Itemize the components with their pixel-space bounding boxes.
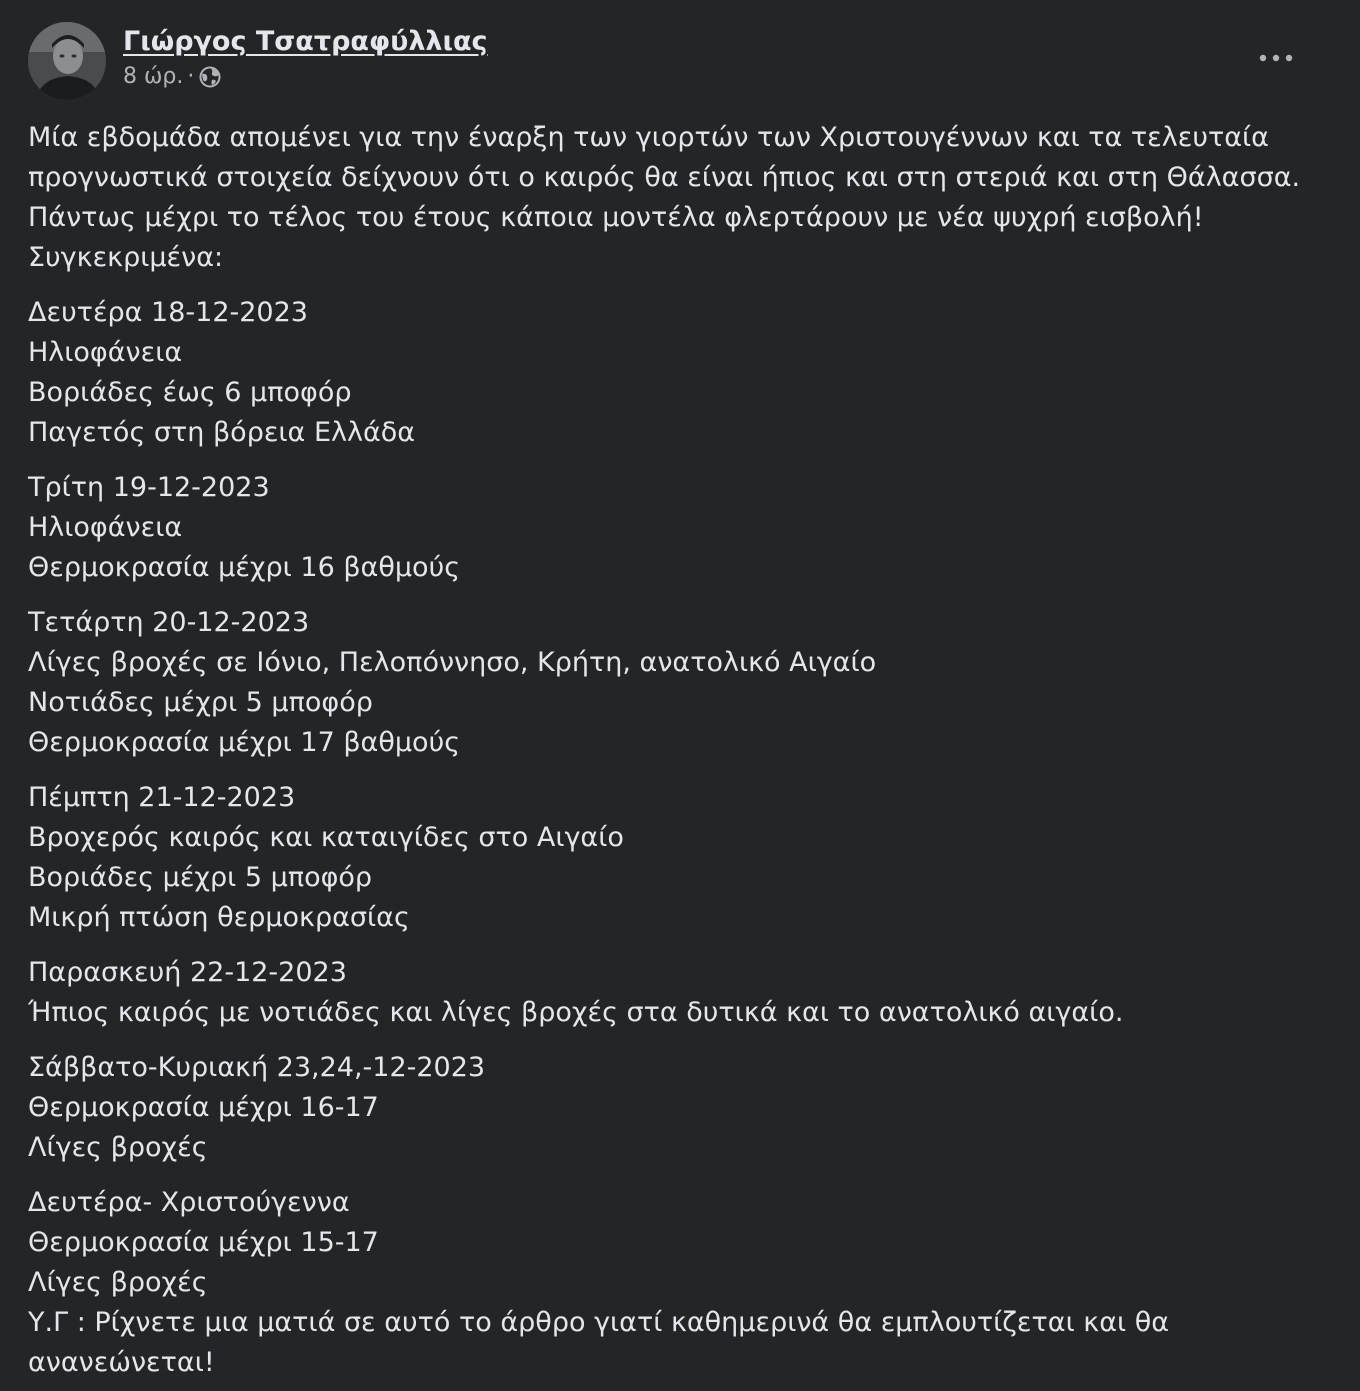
- forecast-day-wednesday: [28, 603, 1338, 763]
- intro-line: προγνωστικά στοιχεία δείχνουν ότι ο καιρός θα είναι ήπιος και στη στεριά και στη Θάλασσα.: [28, 162, 1301, 193]
- postscript-line: ανανεώνεται!: [28, 1347, 215, 1378]
- globe-icon[interactable]: [198, 65, 222, 89]
- intro-line: Πάντως μέχρι το τέλος του έτους κάποια μοντέλα φλερτάρουν με νέα ψυχρή εισβολή!: [28, 202, 1204, 233]
- forecast-day-title: Δευτέρα 18-12-2023: [28, 297, 308, 328]
- post-timestamp[interactable]: 8 ώρ.: [123, 64, 184, 89]
- forecast-line: Θερμοκρασία μέχρι 16-17: [28, 1092, 379, 1123]
- postscript-line: Υ.Γ : Ρίχνετε μια ματιά σε αυτό το άρθρο γιατί καθημερινά θα εμπλουτίζεται και θα: [28, 1307, 1170, 1338]
- forecast-line: Μικρή πτώση θερμοκρασίας: [28, 902, 410, 933]
- forecast-day-title: Τετάρτη 20-12-2023: [28, 607, 310, 638]
- forecast-day-title: Πέμπτη 21-12-2023: [28, 782, 296, 813]
- forecast-line: Βοριάδες έως 6 μποφόρ: [28, 377, 352, 408]
- forecast-line: Ηλιοφάνεια: [28, 512, 183, 543]
- forecast-day-title: Παρασκευή 22-12-2023: [28, 957, 347, 988]
- avatar-photo-icon: [28, 22, 106, 100]
- intro-line: Συγκεκριμένα:: [28, 242, 224, 273]
- author-avatar[interactable]: [28, 22, 106, 100]
- more-options-icon: [1258, 53, 1294, 63]
- post-body: [28, 118, 1338, 1383]
- more-options-button[interactable]: [1252, 40, 1300, 76]
- forecast-day-title: Σάββατο-Κυριακή 23,24,-12-2023: [28, 1052, 486, 1083]
- meta-separator: ·: [187, 64, 195, 89]
- forecast-line: Βροχερός καιρός και καταιγίδες στο Αιγαίο: [28, 822, 624, 853]
- forecast-line: Ηλιοφάνεια: [28, 337, 183, 368]
- forecast-day-title: Τρίτη 19-12-2023: [28, 472, 270, 503]
- forecast-day-weekend: [28, 1048, 1338, 1168]
- forecast-line: Λίγες βροχές σε Ιόνιο, Πελοπόννησο, Κρήτη, ανατολικό Αιγαίο: [28, 647, 877, 678]
- forecast-line: Βοριάδες μέχρι 5 μποφόρ: [28, 862, 373, 893]
- forecast-line: Θερμοκρασία μέχρι 17 βαθμούς: [28, 727, 461, 758]
- intro-line: Μία εβδομάδα απομένει για την έναρξη των γιορτών των Χριστουγέννων και τα τελευταία: [28, 122, 1269, 153]
- post-subline: [123, 64, 488, 90]
- forecast-day-friday: [28, 953, 1338, 1033]
- author-name-link[interactable]: Γιώργος Τσατραφύλλιας: [123, 26, 488, 57]
- forecast-day-christmas: [28, 1183, 1338, 1383]
- forecast-line: Νοτιάδες μέχρι 5 μποφόρ: [28, 687, 373, 718]
- forecast-day-thursday: [28, 778, 1338, 938]
- post-meta: [123, 22, 488, 90]
- forecast-line: Παγετός στη βόρεια Ελλάδα: [28, 417, 416, 448]
- forecast-line: Θερμοκρασία μέχρι 16 βαθμούς: [28, 552, 461, 583]
- forecast-day-monday: [28, 293, 1338, 453]
- post-intro: [28, 118, 1338, 278]
- forecast-day-title: Δευτέρα- Χριστούγεννα: [28, 1187, 350, 1218]
- forecast-line: Λίγες βροχές: [28, 1267, 208, 1298]
- forecast-line: Λίγες βροχές: [28, 1132, 208, 1163]
- forecast-line: Ήπιος καιρός με νοτιάδες και λίγες βροχές στα δυτικά και το ανατολικό αιγαίο.: [28, 997, 1124, 1028]
- forecast-day-tuesday: [28, 468, 1338, 588]
- post-header: [28, 22, 488, 100]
- forecast-line: Θερμοκρασία μέχρι 15-17: [28, 1227, 379, 1258]
